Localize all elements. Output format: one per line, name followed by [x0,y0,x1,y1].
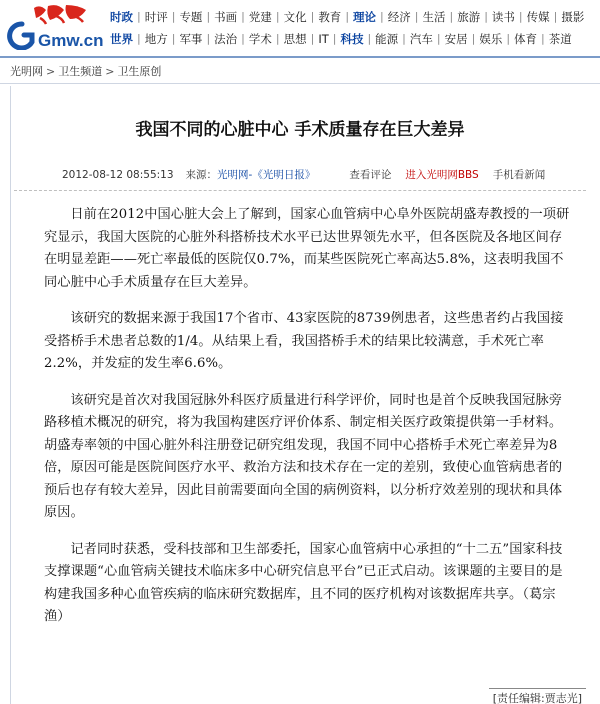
nav-separator: | [367,32,372,45]
nav-row-1 [110,6,600,27]
nav-separator: | [345,10,350,23]
nav-item[interactable]: 地方 [144,31,168,46]
nav-separator: | [506,32,511,45]
article-paragraph: 日前在2012中国心脏大会上了解到，国家心血管病中心阜外医院胡盛寿教授的一项研究显示，我国大医院的心脏外科搭桥技术水平已达世界领先水平，但各医院及各地区间存在明显差距——死亡率最低的医院仅0.7%，而某些医院死亡率高达5.8%，这表明我国不同心脏中心手术质量存在巨大差异。 [44,207,570,290]
nav-item[interactable]: 法治 [214,31,238,46]
nav-item[interactable]: 时政 [110,9,133,24]
nav-separator: | [310,10,315,23]
nav-separator: | [171,10,176,23]
nav-separator: | [484,10,488,23]
nav-separator: | [553,10,558,23]
nav-item[interactable]: 专题 [179,9,203,24]
nav-item[interactable]: 经济 [387,9,411,24]
nav-separator: | [171,32,176,45]
nav-separator: | [310,32,315,45]
nav-separator: | [541,32,545,45]
article-paragraph: 该研究的数据来源于我国17个省市、43家医院的8739例患者，这些患者约占我国接受搭桥手术患者总数的1/4。从结果上看，我国搭桥手术的结果比较满意，手术死亡率2.2%，并发症的发生率6.6%。 [44,311,564,371]
nav-separator: | [275,32,280,45]
nav-item[interactable]: 娱乐 [479,31,503,46]
nav-item[interactable]: 汽车 [409,31,433,46]
breadcrumb-section[interactable]: 卫生原创 [117,65,162,78]
bbs-link[interactable]: 进入光明网BBS [405,169,479,181]
nav-separator: | [206,10,211,23]
nav-separator: | [275,10,280,23]
nav-item[interactable]: 生活 [422,9,446,24]
nav-separator: | [206,32,211,45]
nav-item[interactable]: 时评 [144,9,168,24]
nav-item[interactable]: 茶道 [548,31,572,46]
nav-separator: | [414,10,419,23]
article-paragraph: 该研究是首次对我国冠脉外科医疗质量进行科学评价，同时也是首个反映我国冠脉旁路移植术概况的研究，将为我国构建医疗评价体系、制定相关医疗政策提供第一手材料。胡盛寿率领的中国心脏外科注册登记研究组发现，我国不同中心搭桥手术死亡率差异为8倍，原因可能是医院间医疗水平、救治方法和技术存在一定的差别，致使心血管病患者的预后也存有较大差异，因此目前需要面向全国的病例资料，以分析疗效差别的现状和具体原因。 [44,392,563,520]
top-nav [110,6,600,49]
nav-separator: | [137,32,141,45]
nav-separator: | [380,10,384,23]
breadcrumb-channel[interactable]: 卫生频道 [58,65,103,78]
nav-item[interactable]: IT [318,31,329,46]
site-header [0,0,600,52]
nav-separator: | [402,32,406,45]
nav-separator: | [471,32,476,45]
nav-item[interactable]: 学术 [248,31,272,46]
nav-separator: | [241,32,245,45]
article-paragraph: 记者同时获悉，受科技部和卫生部委托，国家心血管病中心承担的“十二五”国家科技支撑课题“心血管病关键技术临床多中心研究信息平台”已正式启动。该课题的主要目的是构建我国多种心血管疾病的临床研究数据库，且不同的医疗机构对该数据库共享。（葛宗渔） [44,541,563,624]
nav-item[interactable]: 理论 [353,9,377,24]
nav-item[interactable]: 传媒 [526,9,550,24]
responsible-editor: [责任编辑:贾志光] [489,688,586,704]
nav-item[interactable]: 教育 [318,9,342,24]
mobile-news-link[interactable]: 手机看新闻 [492,169,546,181]
nav-item[interactable]: 世界 [110,31,133,46]
nav-separator: | [436,32,441,45]
breadcrumb-separator: > [105,64,115,78]
nav-item[interactable]: 旅游 [457,9,481,24]
nav-item[interactable]: 军事 [179,31,203,46]
nav-separator: | [137,10,141,23]
nav-item[interactable]: 党建 [248,9,272,24]
view-comments-link[interactable]: 查看评论 [349,169,392,181]
nav-item[interactable]: 体育 [514,31,538,46]
source-label: 来源： [185,169,218,181]
nav-separator: | [449,10,454,23]
breadcrumb-divider [0,83,600,84]
nav-item[interactable]: 读书 [491,9,515,24]
nav-item[interactable]: 摄影 [561,9,585,24]
nav-item[interactable]: 书画 [214,9,238,24]
logo-text: Gmw.cn [38,31,104,50]
source-link[interactable]: 光明网-《光明日报》 [217,169,316,181]
nav-row-2 [110,28,600,49]
breadcrumb-home[interactable]: 光明网 [10,65,43,78]
article-body [44,204,572,643]
header-divider [0,56,600,58]
article-title: 我国不同的心脏中心 手术质量存在巨大差异 [135,120,465,140]
nav-item[interactable]: 科技 [340,31,364,46]
article-meta [62,167,545,182]
breadcrumb [10,63,161,79]
gmw-logo-icon [4,2,108,50]
nav-separator: | [332,32,337,45]
nav-separator: | [518,10,523,23]
site-logo[interactable] [4,2,108,50]
breadcrumb-separator: > [46,64,56,78]
publish-date: 2012-08-12 08:55:13 [62,168,174,181]
nav-item[interactable]: 安居 [444,31,468,46]
nav-item[interactable]: 文化 [283,9,307,24]
nav-item[interactable]: 思想 [283,31,307,46]
nav-separator: | [241,10,245,23]
nav-item[interactable]: 能源 [375,31,399,46]
meta-divider [14,190,586,191]
